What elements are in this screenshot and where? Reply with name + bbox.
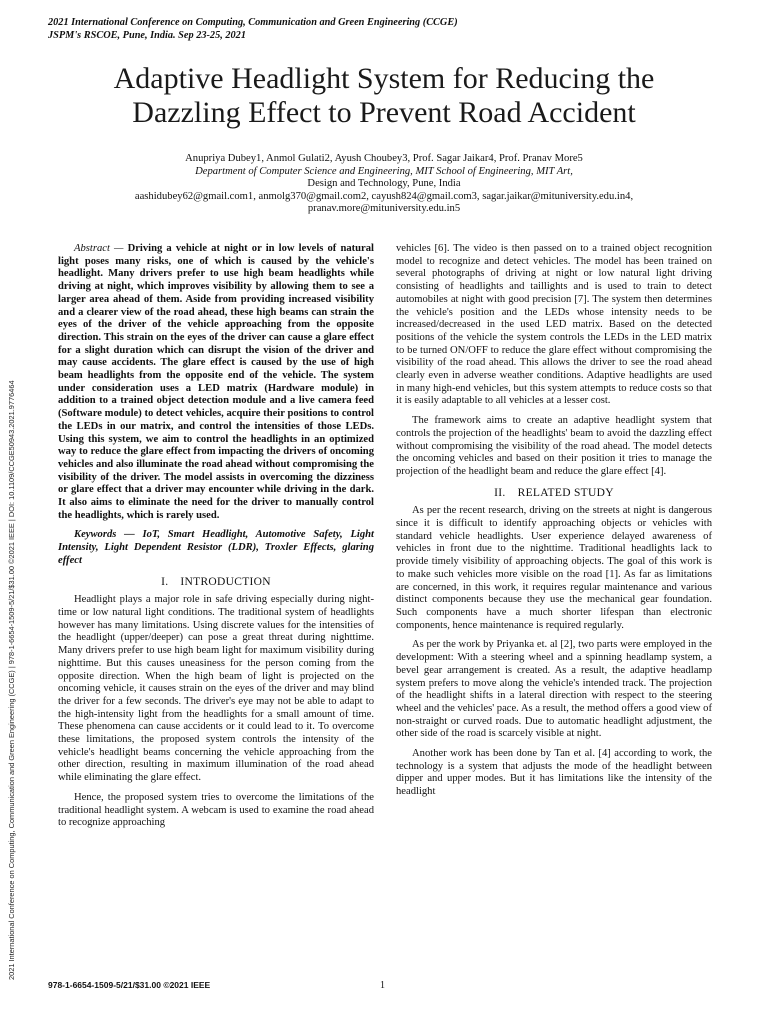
section-1-heading	[58, 576, 374, 589]
abstract	[58, 243, 374, 522]
section-2-title: RELATED STUDY	[517, 486, 614, 499]
author-department: Department of Computer Science and Engineering, MIT School of Engineering, MIT Art,	[195, 165, 573, 177]
author-department-2: Design and Technology, Pune, India	[307, 178, 461, 190]
section-2-heading	[396, 487, 712, 500]
abstract-text: Driving a vehicle at night or in low levels of natural light poses many risks, one of which is caused by the vehicle's headlight. Many drivers prefer to use high beam headlights while driving at night, which improves visibility by allowing them to see a larger area ahead of them. Aside from providing increased visibility and a clearer view of the road ahead, these high beams can strain the eyes of the driver of the vehicle approaching from the opposite direction. This strain on the eyes of the driver can cause a glare effect for a slight duration which can disrupt the vision of the driver and may cause accidents. The glare effect is caused by the use of high beam headlights from the opposite end of the vehicle. The system under consideration uses a LED matrix (Hardware module) in addition to a trained object detection module and a live camera feed (Software module) to detect vehicles, acquire their positions to control the LEDs in our matrix, and control the intensities of those LEDs. Using this system, we aim to control the headlights in an optimized way to reduce the glare effect from impacting the drivers of oncoming vehicles and also illuminate the road ahead without compromising the visibility of the driver. The model assists in overcoming the dizziness or glare effect that a driver may encounter while driving in the dark. It also aims to eliminate the need for the driver to manually control the headlights, which is rarely used.	[58, 243, 374, 521]
section-2-number: II.	[494, 486, 506, 499]
section-1-number: I.	[161, 575, 169, 588]
footer-isbn: 978-1-6654-1509-5/21/$31.00 ©2021 IEEE	[48, 980, 211, 990]
author-block	[40, 153, 728, 216]
author-emails-2: pranav.more@mituniversity.edu.in5	[307, 203, 461, 215]
paper-title	[40, 62, 728, 130]
left-column	[58, 243, 374, 837]
related-paragraph-2: As per the work by Priyanka et. al [2], two parts were employed in the development: With a steering wheel and a spinning headlamp system, a bevel gear arrangement is created. As a result, the adaptive headlamp system prefers to move along the vehicle's intended track. The projection of the headlight shifts in a lateral direction with respect to the steering wheel and the vehicles' pace. As a result, the method offers a good view of non-straight or curved roads. Due to automatic headlight adjustment, the other side of the road is scarcely visible at night.	[396, 639, 712, 740]
conference-line-2: JSPM's RSCOE, Pune, India. Sep 23-25, 2021	[48, 30, 246, 41]
right-column	[396, 243, 712, 806]
title-line-1: Adaptive Headlight System for Reducing the	[113, 62, 655, 95]
related-paragraph-1: As per the recent research, driving on the streets at night is dangerous since it is difficult to identify approaching objects or vehicles with standard vehicle headlights. User experience delayed awareness of vehicles in front due to the nighttime. Traditional headlights lack to provide timely visibility of approaching objects. The goal of this work is to make such vehicles more visible on the road [1]. As far as limitations are concerned, in this work, it requires regular maintenance and various distinct components because they use the mechanical gear foundation. Such components have a much shorter lifespan than electronic components, hence maintenance is required regularly.	[396, 505, 712, 631]
page-number: 1	[380, 980, 385, 991]
intro-paragraph-2: Hence, the proposed system tries to overcome the limitations of the traditional headlight system. A webcam is used to examine the road ahead to recognize approaching	[58, 791, 374, 829]
author-names: Anupriya Dubey1, Anmol Gulati2, Ayush Choubey3, Prof. Sagar Jaikar4, Prof. Pranav More5	[185, 153, 583, 164]
conference-header	[48, 16, 458, 42]
framework-paragraph: The framework aims to create an adaptive headlight system that controls the projection of the headlights' beam to avoid the dazzling effect without compromising the visibility of the road ahead. The model detects the oncoming vehicles and based on their position it tries to manage the projection of the headlight beam and reduce the glare effect [4].	[396, 415, 712, 477]
section-1-title: INTRODUCTION	[180, 575, 271, 588]
intro-continued-paragraph: vehicles [6]. The video is then passed on to a trained object recognition model to recognize and detect vehicles. The model has been trained on several photographs of driving at night or low natural light driving consisting of headlights and taillights and is used to train to detect automobiles at night with good precision [7]. The system then determines the vehicle's position and the LEDs whose intensity needs to be increased/decreased in the used LED matrix. Based on the detected positions of the vehicle the system controls the LEDs in the LED matrix to be turned ON/OFF to reduce the glare effect without compromising the visibility of the road ahead. This allows the driver to see the road ahead clearly even in adverse weather conditions. Adaptive headlights are used in many high-end vehicles, but this system attempts to reduce costs so that it is easily adaptable to all vehicles at a lesser cost.	[396, 243, 712, 407]
title-line-2: Dazzling Effect to Prevent Road Accident	[132, 96, 636, 129]
sidebar-doi: 2021 International Conference on Computing, Communication and Green Engineering (CCGE) | 978-1-6654-1509-5/21/$31.00 ©2021 IEEE | DOI: 10.1109/CCGE50943.2021.9776464	[7, 380, 16, 980]
related-paragraph-3: Another work has been done by Tan et al. [4] according to work, the technology is a system that adjusts the mode of the headlight between dipper and upper modes. But it has limitations like the intensity of the headlight	[396, 748, 712, 798]
author-emails-1: aashidubey62@gmail.com1, anmolg370@gmail.com2, cayush824@gmail.com3, sagar.jaikar@mituniversity.edu.in4,	[134, 190, 634, 202]
intro-paragraph-1: Headlight plays a major role in safe driving especially during night-time or low natural light conditions. The traditional system of headlights however has many limitations. Using discrete values for the intensities of the headlight (upper/deeper) can pose a great threat during nighttime. Many drivers prefer to use high beam light for maximum visibility during nighttime. But this causes uneasiness for the person coming from the opposite direction. When the high beam of light is projected on the oncoming vehicle, it causes strain on the eyes of the driver and may blind the driver for a few seconds. The driver's eye may not be able to adapt to the high-intensity light from the headlights for a small amount of time. These phenomena can cause accidents or it could lead to it. To overcome these limitations, the proposed system controls the intensity of the vehicle's headlight beams concerning the vehicle approaching from the other direction, resulting in maximum illumination of the road ahead while eliminating the glare effect.	[58, 594, 374, 784]
abstract-label: Abstract —	[74, 243, 124, 254]
conference-line-1: 2021 International Conference on Computing, Communication and Green Engineering (CCGE)	[48, 17, 458, 28]
keywords: Keywords — IoT, Smart Headlight, Automotive Safety, Light Intensity, Light Dependent Resistor (LDR), Troxler Effects, glaring effect	[58, 529, 374, 566]
